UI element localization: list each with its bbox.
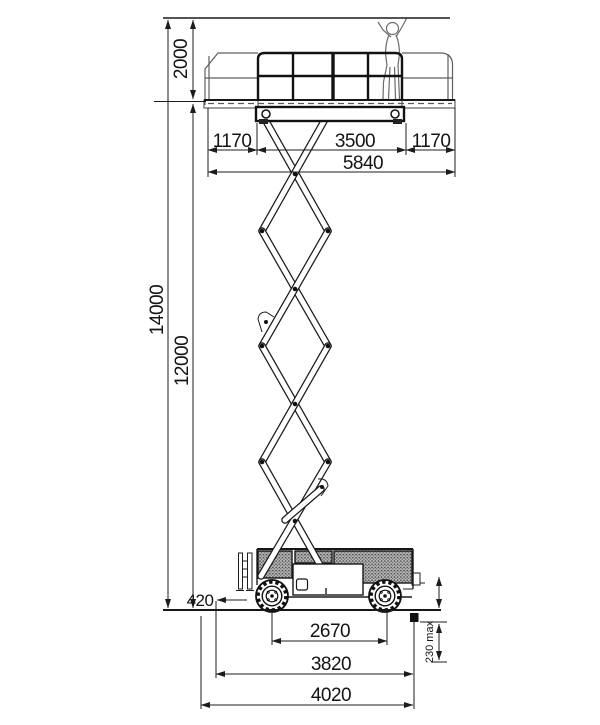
tray-roller-right xyxy=(391,110,399,118)
operator-torso xyxy=(386,35,400,65)
operator-right-arm xyxy=(396,19,407,38)
pothole-block xyxy=(410,613,419,622)
dim-label-230-max: 230 max xyxy=(424,620,436,664)
platform-under-tray xyxy=(256,107,404,124)
access-ladder xyxy=(236,553,254,591)
wheel-right xyxy=(369,580,401,612)
dim-label-3500: 3500 xyxy=(334,131,376,152)
dim-label-420: 420 xyxy=(186,591,214,610)
dim-label-2670: 2670 xyxy=(309,621,351,642)
platform-assembly xyxy=(204,53,455,124)
dim-label-3820: 3820 xyxy=(310,654,352,675)
wheel-left xyxy=(256,580,288,612)
dim-label-1170-left: 1170 xyxy=(212,131,252,152)
door-panel xyxy=(293,564,363,595)
dim-label-14000: 14000 xyxy=(147,284,168,336)
tow-bracket xyxy=(412,573,425,585)
operator-head xyxy=(387,23,399,35)
dim-label-2000: 2000 xyxy=(171,38,192,80)
door-latch xyxy=(297,579,308,590)
platform-main-cage xyxy=(258,53,402,100)
scissor-mechanism xyxy=(258,114,330,576)
dim-label-1170-right: 1170 xyxy=(411,131,451,152)
dim-label-5840: 5840 xyxy=(342,153,384,174)
operator-legs xyxy=(380,65,402,100)
hydraulic-cylinder xyxy=(285,489,321,520)
tray-roller-left xyxy=(262,110,270,118)
dim-label-4020: 4020 xyxy=(310,685,352,706)
dim-label-12000: 12000 xyxy=(172,335,193,387)
